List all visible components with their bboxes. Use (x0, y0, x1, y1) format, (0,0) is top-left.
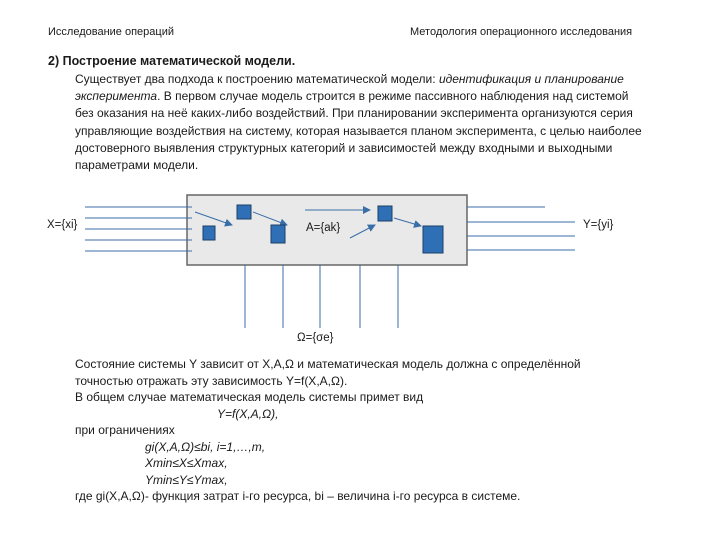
intro-line1-em: идентификация и планирование (438, 72, 624, 86)
system-diagram (0, 185, 720, 355)
model-formula: Y=f(X,A,Ω), (217, 406, 279, 421)
parameters-label: A={ak} (306, 222, 341, 234)
constraint-y: Ymin≤Y≤Ymax, (145, 472, 228, 487)
lower-line5: при ограничениях (75, 423, 175, 437)
lower-line3: В общем случае математическая модель системы примет вид (75, 390, 424, 404)
intro-line3: без оказания на неё каких-либо воздействий. При планировании эксперимента организуются серия (75, 106, 633, 121)
element-2 (237, 205, 251, 219)
input-label: X={xi} (47, 219, 78, 231)
intro-line1: Существует два подхода к построению математической модели: (75, 72, 439, 86)
intro-line4: управляющие воздействия на систему, которая называется планом эксперимента, с целью наиболее (75, 123, 642, 138)
section-title: 2) Построение математической модели. (48, 54, 296, 68)
model-description (75, 356, 581, 505)
lower-line1: Состояние системы Y зависит от X,A,Ω и математическая модель должна с определённой (75, 357, 581, 371)
lower-line2: точностью отражать эту зависимость Y=f(X,A,Ω). (75, 373, 348, 388)
element-1 (203, 226, 215, 240)
output-label: Y={yi} (583, 219, 614, 231)
intro-line6: параметрами модели. (75, 158, 199, 173)
header-right: Методология операционного исследования (410, 26, 633, 38)
lower-line9: где gi(X,A,Ω)- функция затрат i-го ресурса, bi – величина i-го ресурса в системе. (75, 489, 521, 503)
intro-line5: достоверного выявления структурных категорий и зависимостей между входными и выходными (75, 140, 613, 155)
element-5 (423, 226, 443, 253)
constraint-x: Xmin≤X≤Xmax, (145, 456, 228, 470)
intro-line2: . В первом случае модель строится в режиме пассивного наблюдения над системой (157, 89, 629, 104)
intro-paragraph (75, 71, 690, 174)
element-3 (271, 225, 285, 243)
element-4 (378, 206, 392, 221)
intro-line2-em: эксперимента (75, 89, 158, 104)
disturbance-label: Ω={σe} (297, 332, 334, 344)
header-left: Исследование операций (48, 26, 174, 38)
constraint-resource: gi(X,A,Ω)≤bi, i=1,…,m, (145, 439, 266, 454)
